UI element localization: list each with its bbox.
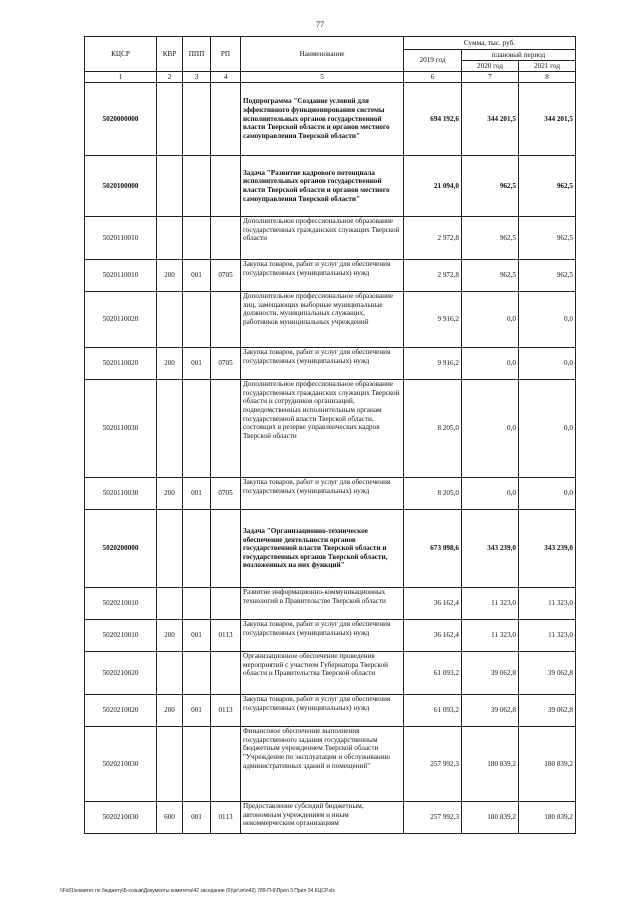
name-cell: Организационное обеспечение проведения мероприятий с участием Губернатора Тверской области и Правительства Тверской области: [241, 652, 404, 695]
rp-cell: [211, 83, 241, 156]
sum-2019-cell: 36 162,4: [404, 588, 462, 620]
header-index: 1: [85, 72, 157, 83]
name-cell: Финансовое обеспечение выполнения государственного задания государственным бюджетным учреждением Тверской области "Учреждение по эксплуатации и обслуживанию административных зданий и помещений": [241, 727, 404, 802]
sum-2020-cell: 343 239,0: [462, 510, 519, 588]
table-row: [85, 478, 576, 510]
name-cell: Закупка товаров, работ и услуг для обеспечения государственных (муниципальных) нужд: [241, 260, 404, 292]
sum-2019-cell: 21 094,0: [404, 156, 462, 217]
sum-2021-cell: 962,5: [519, 156, 576, 217]
kvr-cell: [157, 156, 183, 217]
rp-cell: [211, 217, 241, 260]
rp-cell: [211, 588, 241, 620]
table-row: [85, 695, 576, 727]
name-cell: Закупка товаров, работ и услуг для обеспечения государственных (муниципальных) нужд: [241, 620, 404, 652]
kcsr-cell: 5020000000: [85, 83, 157, 156]
kcsr-cell: 5020210030: [85, 727, 157, 802]
kvr-cell: [157, 588, 183, 620]
kvr-cell: [157, 217, 183, 260]
ppp-cell: [183, 156, 211, 217]
kvr-cell: 200: [157, 260, 183, 292]
header-index: 6: [404, 72, 462, 83]
sum-2021-cell: 39 062,8: [519, 652, 576, 695]
kcsr-cell: 5020210020: [85, 695, 157, 727]
kcsr-cell: 5020210010: [85, 588, 157, 620]
kvr-cell: 200: [157, 348, 183, 380]
sum-2020-cell: 180 839,2: [462, 727, 519, 802]
name-cell: Дополнительное профессиональное образование лиц, замещающих выборные муниципальные должности, муниципальных служащих, работников муниципальных учреждений: [241, 292, 404, 348]
name-cell: Закупка товаров, работ и услуг для обеспечения государственных (муниципальных) нужд: [241, 478, 404, 510]
rp-cell: 0705: [211, 478, 241, 510]
table-row: [85, 620, 576, 652]
sum-2020-cell: 0,0: [462, 348, 519, 380]
sum-2019-cell: 61 093,2: [404, 652, 462, 695]
rp-cell: 0113: [211, 695, 241, 727]
table-row: [85, 727, 576, 802]
sum-2019-cell: 36 162,4: [404, 620, 462, 652]
sum-2019-cell: 9 916,2: [404, 292, 462, 348]
sum-2021-cell: 180 839,2: [519, 727, 576, 802]
header-ppp: ППП: [183, 37, 211, 72]
sum-2020-cell: 0,0: [462, 292, 519, 348]
name-cell: Дополнительное профессиональное образование государственных гражданских служащих Тверской области: [241, 217, 404, 260]
kcsr-cell: 5020210030: [85, 802, 157, 834]
page-number: 77: [316, 20, 324, 29]
ppp-cell: [183, 727, 211, 802]
rp-cell: [211, 727, 241, 802]
footer-file-path: \\Fs01\комитет по бюджету\Б-созыв\Документы комитета\42 заседание (0)\рг\зп\п42) 789-П-6\Прил 3 Прил 34 КЦСР.xls: [60, 888, 335, 894]
header-rp: РП: [211, 37, 241, 72]
table-row: [85, 802, 576, 834]
sum-2021-cell: 962,5: [519, 217, 576, 260]
ppp-cell: [183, 510, 211, 588]
ppp-cell: 001: [183, 478, 211, 510]
ppp-cell: [183, 652, 211, 695]
header-name: Наименование: [241, 37, 404, 72]
table-row: [85, 217, 576, 260]
rp-cell: [211, 156, 241, 217]
kvr-cell: [157, 380, 183, 478]
header-year-2019: 2019 год: [404, 50, 462, 72]
kvr-cell: [157, 652, 183, 695]
sum-2021-cell: 0,0: [519, 380, 576, 478]
kvr-cell: [157, 292, 183, 348]
rp-cell: 0705: [211, 260, 241, 292]
kcsr-cell: 5020110020: [85, 292, 157, 348]
kcsr-cell: 5020200000: [85, 510, 157, 588]
kvr-cell: [157, 727, 183, 802]
kcsr-cell: 5020210020: [85, 652, 157, 695]
kvr-cell: 200: [157, 695, 183, 727]
sum-2019-cell: 9 916,2: [404, 348, 462, 380]
sum-2019-cell: 2 972,8: [404, 260, 462, 292]
table-row: [85, 652, 576, 695]
sum-2021-cell: 11 323,0: [519, 588, 576, 620]
header-index: 4: [211, 72, 241, 83]
sum-2021-cell: 344 201,5: [519, 83, 576, 156]
sum-2021-cell: 0,0: [519, 478, 576, 510]
sum-2019-cell: 2 972,8: [404, 217, 462, 260]
header-year-2020: 2020 год: [462, 61, 519, 72]
sum-2021-cell: 0,0: [519, 348, 576, 380]
table-row: [85, 156, 576, 217]
sum-2020-cell: 962,5: [462, 260, 519, 292]
sum-2019-cell: 61 093,2: [404, 695, 462, 727]
rp-cell: [211, 292, 241, 348]
ppp-cell: [183, 380, 211, 478]
ppp-cell: 001: [183, 348, 211, 380]
kcsr-cell: 5020110010: [85, 260, 157, 292]
header-index: 5: [241, 72, 404, 83]
table-body: [85, 83, 576, 834]
ppp-cell: [183, 292, 211, 348]
sum-2019-cell: 8 205,0: [404, 478, 462, 510]
name-cell: Дополнительное профессиональное образование государственных гражданских служащих Тверской области и сотрудников организаций, подведомственных исполнительным органам государственной власти Тверской области, состоящих в резерве управленческих кадров Тверской области: [241, 380, 404, 478]
kcsr-cell: 5020110030: [85, 380, 157, 478]
ppp-cell: 001: [183, 260, 211, 292]
header-kvr: КВР: [157, 37, 183, 72]
sum-2019-cell: 257 992,3: [404, 727, 462, 802]
table-row: [85, 380, 576, 478]
sum-2020-cell: 962,5: [462, 156, 519, 217]
name-cell: Закупка товаров, работ и услуг для обеспечения государственных (муниципальных) нужд: [241, 348, 404, 380]
sum-2020-cell: 39 062,8: [462, 652, 519, 695]
sum-2020-cell: 0,0: [462, 380, 519, 478]
sum-2019-cell: 257 992,3: [404, 802, 462, 834]
sum-2020-cell: 962,5: [462, 217, 519, 260]
header-planned-period: плановый период: [462, 50, 576, 61]
name-cell: Подпрограмма "Создание условий для эффективного функционирования системы исполнительных органов государственной власти Тверской области и органов местного самоуправления Тверской области": [241, 83, 404, 156]
kcsr-cell: 5020110030: [85, 478, 157, 510]
ppp-cell: [183, 588, 211, 620]
rp-cell: 0113: [211, 802, 241, 834]
sum-2020-cell: 180 839,2: [462, 802, 519, 834]
header-year-2021: 2021 год: [519, 61, 576, 72]
header-index: 3: [183, 72, 211, 83]
name-cell: Закупка товаров, работ и услуг для обеспечения государственных (муниципальных) нужд: [241, 695, 404, 727]
table-row: [85, 260, 576, 292]
kvr-cell: 600: [157, 802, 183, 834]
kvr-cell: 200: [157, 620, 183, 652]
ppp-cell: [183, 217, 211, 260]
kcsr-cell: 5020110010: [85, 217, 157, 260]
table-row: [85, 348, 576, 380]
rp-cell: [211, 380, 241, 478]
sum-2020-cell: 0,0: [462, 478, 519, 510]
name-cell: Развитие информационно-коммуникационных технологий в Правительстве Тверской области: [241, 588, 404, 620]
sum-2021-cell: 11 323,0: [519, 620, 576, 652]
rp-cell: 0705: [211, 348, 241, 380]
name-cell: Предоставление субсидий бюджетным, автономным учреждениям и иным некоммерческим организациям: [241, 802, 404, 834]
sum-2021-cell: 343 239,0: [519, 510, 576, 588]
sum-2020-cell: 11 323,0: [462, 620, 519, 652]
header-index: 8: [519, 72, 576, 83]
name-cell: Задача "Развитие кадрового потенциала исполнительных органов государственной власти Тверской области и органов местного самоуправления Тверской области": [241, 156, 404, 217]
kcsr-cell: 5020110020: [85, 348, 157, 380]
sum-2021-cell: 39 062,8: [519, 695, 576, 727]
rp-cell: 0113: [211, 620, 241, 652]
header-index: 2: [157, 72, 183, 83]
rp-cell: [211, 510, 241, 588]
kvr-cell: [157, 510, 183, 588]
kvr-cell: 200: [157, 478, 183, 510]
table-row: [85, 588, 576, 620]
ppp-cell: 001: [183, 695, 211, 727]
sum-2020-cell: 39 062,8: [462, 695, 519, 727]
header-sum: Сумма, тыс. руб.: [404, 37, 576, 50]
table-row: [85, 292, 576, 348]
kvr-cell: [157, 83, 183, 156]
table-row: [85, 83, 576, 156]
table-row: [85, 510, 576, 588]
sum-2020-cell: 11 323,0: [462, 588, 519, 620]
budget-table: [84, 36, 576, 834]
sum-2019-cell: 8 205,0: [404, 380, 462, 478]
kcsr-cell: 5020210010: [85, 620, 157, 652]
header-index: 7: [462, 72, 519, 83]
sum-2021-cell: 962,5: [519, 260, 576, 292]
ppp-cell: [183, 83, 211, 156]
sum-2019-cell: 673 098,6: [404, 510, 462, 588]
ppp-cell: 001: [183, 620, 211, 652]
ppp-cell: 001: [183, 802, 211, 834]
sum-2021-cell: 0,0: [519, 292, 576, 348]
kcsr-cell: 5020100000: [85, 156, 157, 217]
sum-2019-cell: 694 192,6: [404, 83, 462, 156]
sum-2020-cell: 344 201,5: [462, 83, 519, 156]
rp-cell: [211, 652, 241, 695]
name-cell: Задача "Организационно-техническое обеспечение деятельности органов государственной власти Тверской области и государственных органов Тверской области, возложенных на них функций": [241, 510, 404, 588]
header-kcsr: КЦСР: [85, 37, 157, 72]
sum-2021-cell: 180 839,2: [519, 802, 576, 834]
